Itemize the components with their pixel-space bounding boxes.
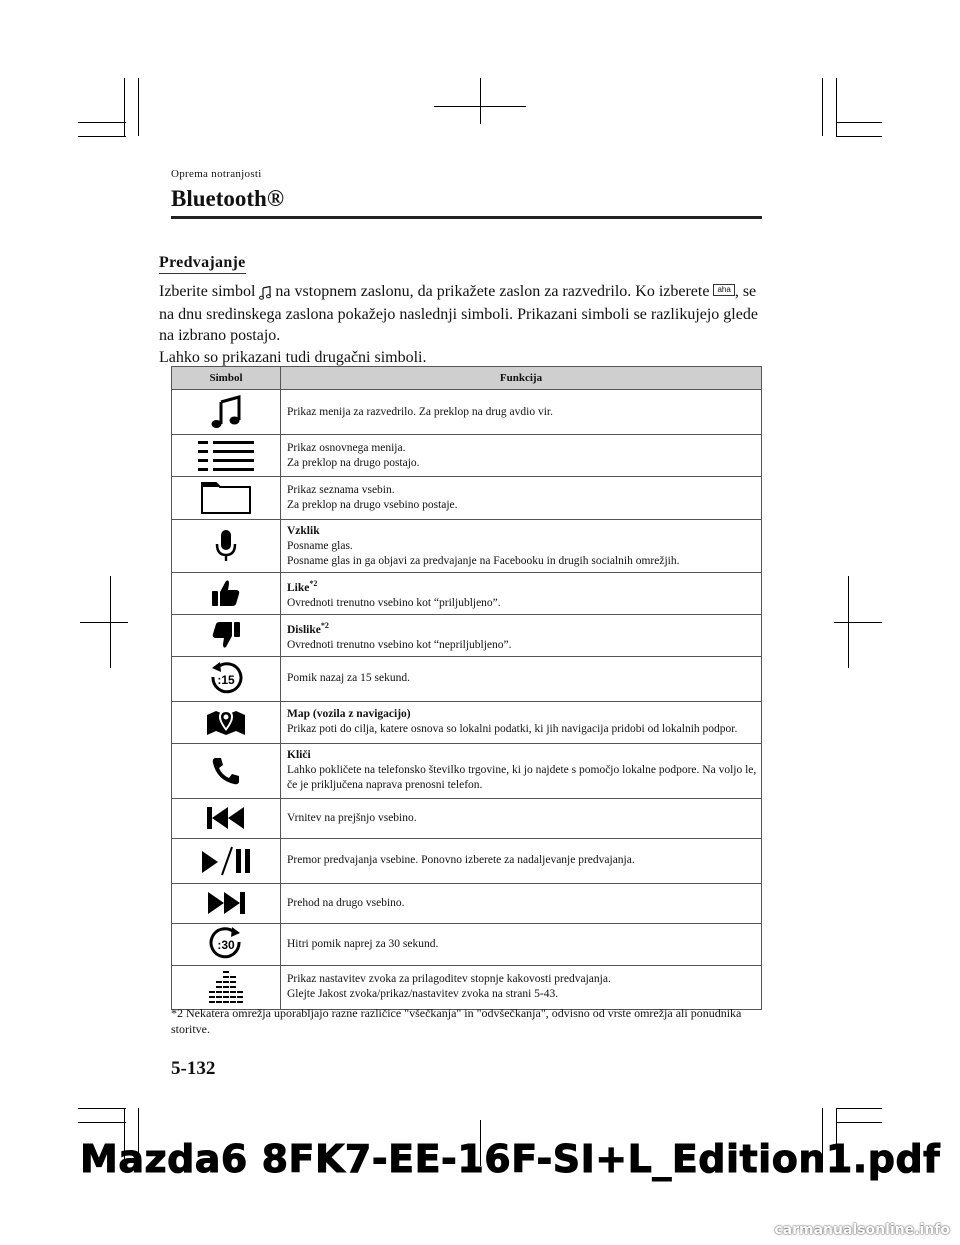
microphone-icon <box>215 540 237 552</box>
row-desc: Prikaz poti do cilja, katere osnova so lokalni podatki, ki jih navigacija pridobi od lokalnih podpor. <box>287 723 738 736</box>
table-row <box>172 656 762 701</box>
aha-icon: aha <box>713 284 734 296</box>
row-title: Like <box>287 581 310 594</box>
table-row <box>172 923 762 965</box>
table-row <box>172 520 762 573</box>
table-row <box>172 883 762 923</box>
forward-30-label: :30 <box>217 938 235 953</box>
intro-text <box>159 281 759 368</box>
page-title: Bluetooth® <box>171 186 285 211</box>
forward-30-icon <box>208 938 244 953</box>
row-desc: Prikaz menija za razvedrilo. Za preklop na drug avdio vir. <box>287 405 553 418</box>
list-menu-icon <box>198 449 254 461</box>
footnote-ref: *2 <box>320 620 329 630</box>
skip-forward-icon <box>207 897 245 909</box>
table-row <box>172 614 762 656</box>
row-title: Vzklik <box>287 524 320 537</box>
section-label: Oprema notranjosti <box>171 168 262 180</box>
table-row <box>172 477 762 520</box>
table-header: Simbol <box>172 367 281 390</box>
equalizer-icon <box>208 981 244 993</box>
music-note-icon <box>209 406 243 418</box>
row-desc: Ovrednoti trenutno vsebino kot “priljubljeno”. <box>287 596 501 609</box>
watermark-site: carmanualsonline.info <box>774 1222 950 1238</box>
rewind-15-icon <box>208 672 244 687</box>
row-desc: Glejte Jakost zvoka/prikaz/nastavitev zvoka na strani 5-43. <box>287 988 559 1001</box>
row-desc: Ovrednoti trenutno vsebino kot “nepriljubljeno”. <box>287 638 512 651</box>
map-pin-icon <box>206 716 246 728</box>
intro-text-part: se na dnu sredinskega zaslona pokažejo naslednji simboli. Prikazani simboli se razlikujejo glede na izbrano postajo. <box>159 283 758 344</box>
title-rule <box>171 216 762 219</box>
row-desc: Posname glas. <box>287 539 353 552</box>
subheading: Predvajanje <box>159 254 246 274</box>
row-title: Kliči <box>287 749 311 762</box>
play-pause-icon <box>200 854 252 866</box>
row-desc: Lahko pokličete na telefonsko številko trgovine, ki jo najdete s pomočjo lokalne podpore. Na voljo le, če je priključena naprava prenosni telefon. <box>287 764 757 792</box>
watermark-filename: Mazda6 8FK7-EE-16F-SI+L_Edition1.pdf <box>80 1137 941 1181</box>
table-row <box>172 838 762 883</box>
footnote-ref: *2 <box>309 579 318 588</box>
row-desc: Pomik nazaj za 15 sekund. <box>287 672 410 685</box>
footnote: *2 Nekatera omrežja uporabljajo razne različice "všečkanja" in "odvšečkanja", odvisno od vrste omrežja ali ponudnika storitve. <box>171 1006 742 1036</box>
row-desc: Za preklop na drugo vsebino postaje. <box>287 499 458 511</box>
row-desc: Vrnitev na prejšnjo vsebino. <box>287 811 417 824</box>
thumbs-down-icon <box>211 629 241 641</box>
table-row <box>172 743 762 798</box>
table-row <box>172 573 762 615</box>
table-row <box>172 701 762 743</box>
table-row <box>172 390 762 435</box>
row-title: Dislike <box>287 623 321 636</box>
phone-icon <box>211 764 241 776</box>
row-desc: Posname glas in ga objavi za predvajanje na Facebooku in drugih socialnih omrežjih. <box>287 554 680 567</box>
row-desc: Prikaz seznama vsebin. <box>287 484 395 496</box>
intro-text-part: Lahko so prikazani tudi drugačni simboli. <box>159 348 427 366</box>
thumbs-up-icon <box>211 587 241 599</box>
rewind-15-label: :15 <box>217 672 235 687</box>
folder-icon <box>200 492 252 504</box>
intro-text-part: Izberite simbol <box>159 283 256 300</box>
symbol-table <box>171 366 762 1010</box>
row-desc: Prehod na drugo vsebino. <box>287 896 405 909</box>
table-row <box>172 798 762 838</box>
row-desc: Prikaz nastavitev zvoka za prilagoditev stopnje kakovosti predvajanja. <box>287 973 611 986</box>
table-row <box>172 965 762 1009</box>
row-title: Map (vozila z navigacijo) <box>287 708 411 721</box>
table-row <box>172 435 762 477</box>
intro-text-part: na vstopnem zaslonu, da prikažete zaslon za razvedrilo. Ko izberete <box>275 283 710 300</box>
row-desc: Premor predvajanja vsebine. Ponovno izberete za nadaljevanje predvajanja. <box>287 854 635 867</box>
intro-text-part: , <box>734 283 739 300</box>
table-header: Funkcija <box>281 367 762 390</box>
row-desc: Prikaz osnovnega menija. <box>287 441 406 454</box>
row-desc: Hitri pomik naprej za 30 sekund. <box>287 937 439 950</box>
page-number: 5-132 <box>171 1058 216 1079</box>
music-note-icon <box>259 282 271 304</box>
skip-back-icon <box>207 812 245 824</box>
row-desc: Za preklop na drugo postajo. <box>287 456 420 469</box>
